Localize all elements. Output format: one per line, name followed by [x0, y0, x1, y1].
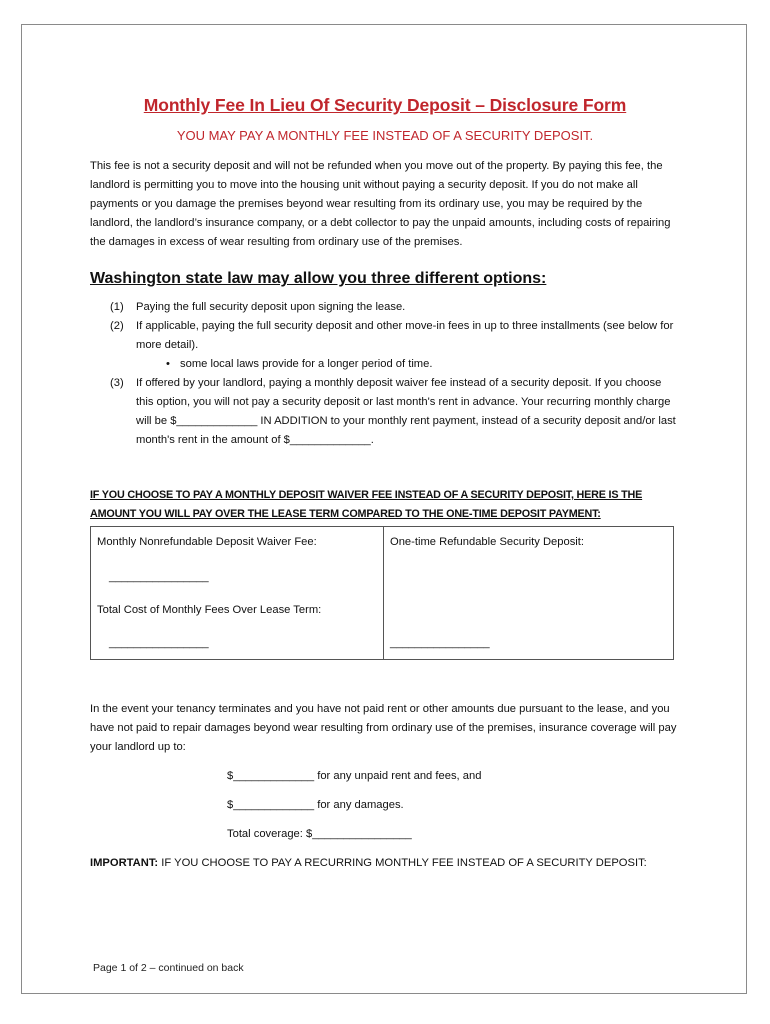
security-deposit-cell [384, 527, 674, 660]
sub-bullet-item [90, 355, 680, 374]
page-footer: Page 1 of 2 – continued on back [93, 962, 244, 974]
options-list [90, 298, 680, 355]
option-text: If offered by your landlord, paying a monthly deposit waiver fee instead of a security deposit. If you choose this option, you will not pay a security deposit or last month's rent in advance. Your recurring monthly charge will be $_____________ IN ADDITION to your monthly rent payment, instead of a security deposit and/or last month's rent in the amount of $_____________. [136, 377, 676, 446]
important-label: IMPORTANT: [90, 857, 159, 869]
option-text: Paying the full security deposit upon signing the lease. [136, 301, 406, 313]
option-text: If applicable, paying the full security deposit and other move-in fees in up to three installments (see below for more detail). [136, 320, 674, 351]
option-item-3 [90, 374, 680, 450]
sub-bullet-text: some local laws provide for a longer period of time. [180, 358, 433, 370]
options-heading: Washington state law may allow you three different options: [90, 270, 547, 287]
security-deposit-label: One-time Refundable Security Deposit: [390, 536, 585, 548]
option-number: (1) [110, 301, 124, 313]
option-item-2 [90, 317, 680, 355]
option-number: (3) [110, 377, 124, 389]
document-title: Monthly Fee In Lieu Of Security Deposit – Disclosure Form [143, 95, 627, 115]
important-notice [90, 854, 680, 873]
coverage-total-line[interactable]: Total coverage: $________________ [227, 828, 412, 840]
insurance-paragraph: In the event your tenancy terminates and you have not paid rent or other amounts due pursuant to the lease, and you have not paid to repair damages beyond wear resulting from ordinary use of the premises, insurance coverage will pay your landlord up to: [90, 703, 677, 753]
coverage-damages-line[interactable]: $_____________ for any damages. [227, 799, 404, 811]
fee-comparison-table [90, 526, 674, 660]
option-item-1 [90, 298, 680, 317]
total-cost-blank[interactable]: ________________ [109, 637, 209, 649]
coverage-rent-line[interactable]: $_____________ for any unpaid rent and fees, and [227, 770, 482, 782]
total-cost-label: Total Cost of Monthly Fees Over Lease Term: [97, 604, 322, 616]
important-text: IF YOU CHOOSE TO PAY A RECURRING MONTHLY FEE INSTEAD OF A SECURITY DEPOSIT: [158, 857, 647, 869]
options-list-continued [90, 374, 680, 450]
document-content [90, 95, 680, 873]
option-number: (2) [110, 320, 124, 332]
document-page [21, 24, 747, 994]
waiver-fee-cell [91, 527, 384, 660]
security-deposit-blank[interactable]: ________________ [390, 637, 490, 649]
bullet-icon: • [166, 358, 170, 370]
comparison-heading: IF YOU CHOOSE TO PAY A MONTHLY DEPOSIT WAIVER FEE INSTEAD OF A SECURITY DEPOSIT, HERE IS THE AMOUNT YOU WILL PAY OVER THE LEASE TERM COMPARED TO THE ONE-TIME DEPOSIT PAYMENT: [90, 489, 643, 520]
document-subtitle: YOU MAY PAY A MONTHLY FEE INSTEAD OF A SECURITY DEPOSIT. [176, 128, 594, 143]
waiver-fee-label: Monthly Nonrefundable Deposit Waiver Fee: [97, 536, 317, 548]
waiver-fee-blank[interactable]: ________________ [109, 571, 209, 583]
intro-paragraph: This fee is not a security deposit and will not be refunded when you move out of the property. By paying this fee, the landlord is permitting you to move into the housing unit without paying a security deposit. If you do not make all payments or you damage the premises beyond wear resulting from its ordinary use, you may be required by the landlord, the landlord’s insurance company, or a debt collector to pay the unpaid amounts, including costs of repairing the damages in excess of wear resulting from ordinary use of the premises. [90, 160, 671, 248]
